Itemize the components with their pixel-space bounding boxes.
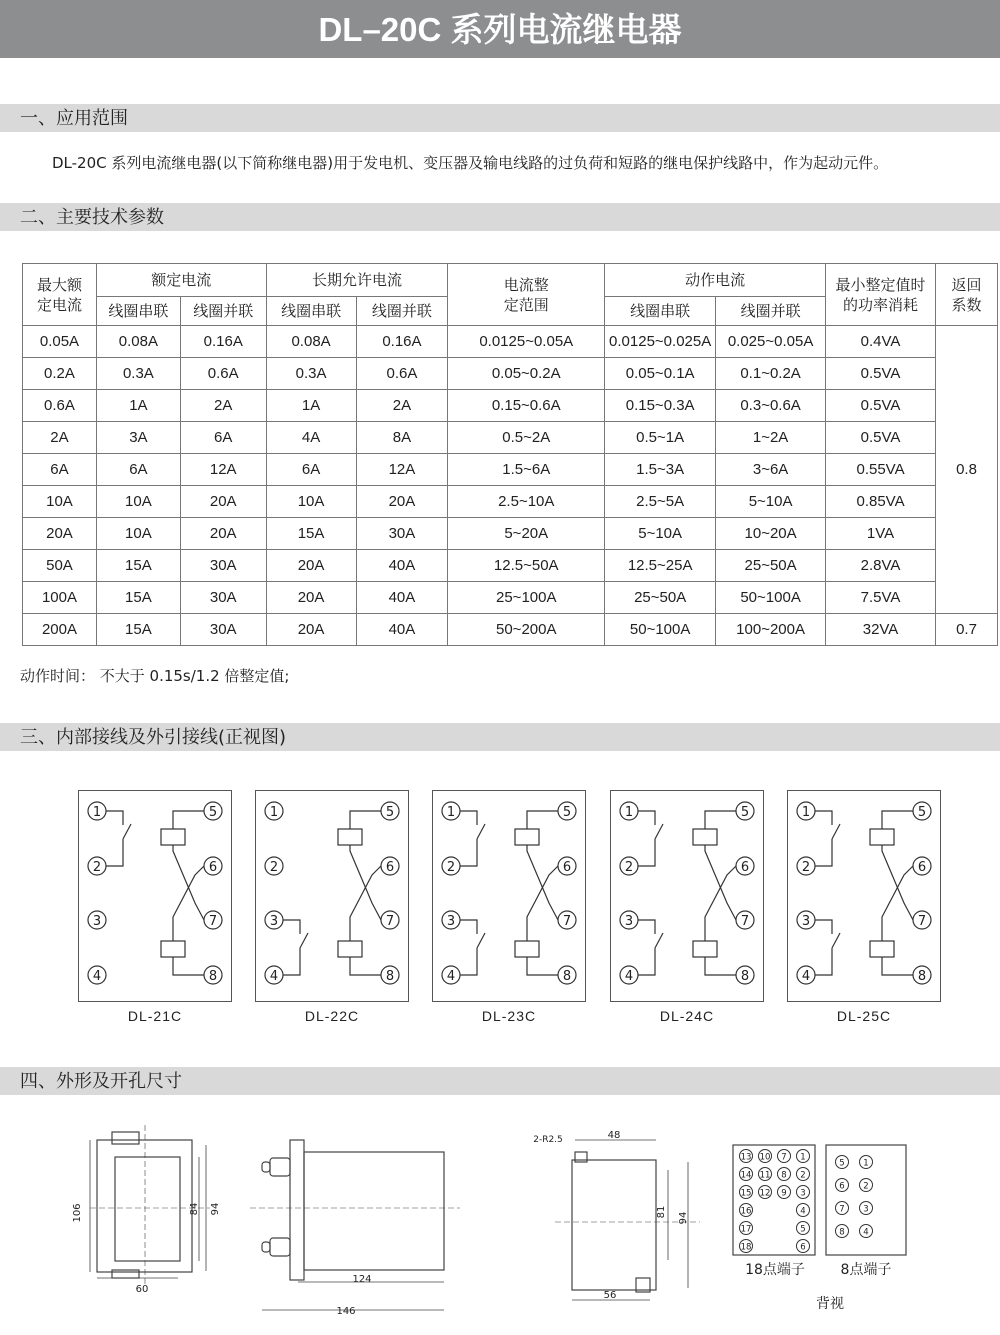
- th-nominal: 额定电流: [96, 264, 266, 297]
- return-coefficient-cell: 0.8: [936, 326, 998, 614]
- table-cell: 0.15~0.3A: [605, 390, 716, 422]
- table-cell: 0.08A: [266, 326, 356, 358]
- th-series: 线圈串联: [266, 297, 356, 326]
- terminal-number: 13: [740, 1152, 752, 1163]
- diagram-label: DL-22C: [304, 1008, 360, 1024]
- terminal-number: 5: [800, 1224, 806, 1235]
- table-cell: 30A: [180, 582, 266, 614]
- table-cell: 6A: [23, 454, 97, 486]
- table-cell: 0.5~2A: [448, 422, 605, 454]
- diagram-label: DL-23C: [481, 1008, 537, 1024]
- table-cell: 15A: [96, 550, 180, 582]
- terminal-number: 2: [446, 860, 456, 875]
- th-parallel: 线圈并联: [356, 297, 448, 326]
- table-cell: 7.5VA: [826, 582, 936, 614]
- table-cell: 50~100A: [605, 614, 716, 646]
- table-cell: 30A: [180, 614, 266, 646]
- dim-56: 56: [603, 1290, 617, 1301]
- terminal-number: 8: [839, 1227, 845, 1238]
- table-cell: 0.3A: [266, 358, 356, 390]
- table-row: [23, 454, 998, 486]
- terminal-number: 3: [800, 1188, 806, 1199]
- table-cell: 0.08A: [96, 326, 180, 358]
- table-cell: 1VA: [826, 518, 936, 550]
- wiring-diagram-dl-23c: [432, 790, 586, 1002]
- terminal-number: 3: [269, 914, 279, 929]
- th-series: 线圈串联: [605, 297, 716, 326]
- table-cell: 32VA: [826, 614, 936, 646]
- table-cell: 0.16A: [356, 326, 448, 358]
- terminal-number: 6: [839, 1181, 845, 1192]
- th-power: 最小整定值时的功率消耗: [826, 264, 936, 326]
- terminal-number: 1: [863, 1158, 869, 1169]
- dim-60: 60: [135, 1284, 149, 1295]
- terminal-number: 8: [208, 969, 218, 984]
- table-cell: 6A: [266, 454, 356, 486]
- terminal-number: 4: [624, 969, 634, 984]
- table-cell: 20A: [356, 486, 448, 518]
- terminal-number: 3: [446, 914, 456, 929]
- dim-81: 81: [656, 1205, 667, 1219]
- table-row: [23, 422, 998, 454]
- back-view-label: 背视: [816, 1296, 844, 1312]
- terminal-number: 10: [759, 1152, 771, 1163]
- page-title: DL–20C 系列电流继电器: [0, 0, 1000, 58]
- terminal-number: 12: [759, 1188, 771, 1199]
- outline-dimension-drawing: [0, 1100, 1000, 1335]
- table-cell: 25~100A: [448, 582, 605, 614]
- table-cell: 12.5~25A: [605, 550, 716, 582]
- table-cell: 0.5VA: [826, 422, 936, 454]
- terminal-number: 11: [759, 1170, 771, 1181]
- terminal-number: 3: [863, 1204, 869, 1215]
- table-cell: 100~200A: [716, 614, 826, 646]
- table-cell: 25~50A: [716, 550, 826, 582]
- section-header-specs: 二、主要技术参数: [0, 203, 1000, 231]
- diagram-label: DL-21C: [127, 1008, 183, 1024]
- table-cell: 15A: [266, 518, 356, 550]
- th-range: 电流整定范围: [448, 264, 605, 326]
- terminal-number: 6: [385, 860, 395, 875]
- table-row: [23, 358, 998, 390]
- table-cell: 0.85VA: [826, 486, 936, 518]
- table-cell: 12A: [180, 454, 266, 486]
- wiring-diagram-dl-25c: [787, 790, 941, 1002]
- table-cell: 5~10A: [716, 486, 826, 518]
- table-cell: 20A: [180, 518, 266, 550]
- dim-106: 106: [72, 1203, 83, 1223]
- table-cell: 12A: [356, 454, 448, 486]
- table-cell: 0.6A: [180, 358, 266, 390]
- terminal-18-label: 18点端子: [745, 1262, 805, 1278]
- section-header-dimensions: 四、外形及开孔尺寸: [0, 1067, 1000, 1095]
- terminal-8-label: 8点端子: [840, 1262, 892, 1278]
- table-cell: 25~50A: [605, 582, 716, 614]
- terminal-number: 4: [800, 1206, 806, 1217]
- intro-paragraph: DL-20C 系列电流继电器(以下简称继电器)用于发电机、变压器及输电线路的过负荷和短路的继电保护线路中，作为起动元件。: [52, 154, 889, 172]
- table-cell: 10~20A: [716, 518, 826, 550]
- table-cell: 1.5~3A: [605, 454, 716, 486]
- terminal-number: 4: [863, 1227, 869, 1238]
- terminal-number: 8: [562, 969, 572, 984]
- table-cell: 0.05A: [23, 326, 97, 358]
- table-cell: 50A: [23, 550, 97, 582]
- table-cell: 0.6A: [356, 358, 448, 390]
- wiring-diagram-dl-24c: [610, 790, 764, 1002]
- terminal-number: 7: [385, 914, 395, 929]
- table-row: [23, 390, 998, 422]
- table-cell: 0.025~0.05A: [716, 326, 826, 358]
- diagram-label: DL-24C: [659, 1008, 715, 1024]
- table-cell: 40A: [356, 582, 448, 614]
- terminal-number: 1: [269, 805, 279, 820]
- terminal-number: 7: [781, 1152, 787, 1163]
- terminal-number: 1: [800, 1152, 806, 1163]
- table-cell: 50~200A: [448, 614, 605, 646]
- table-cell: 2.8VA: [826, 550, 936, 582]
- section-header-application: 一、应用范围: [0, 104, 1000, 132]
- table-cell: 12.5~50A: [448, 550, 605, 582]
- terminal-number: 6: [800, 1242, 806, 1253]
- table-cell: 15A: [96, 582, 180, 614]
- table-cell: 0.5VA: [826, 390, 936, 422]
- terminal-number: 7: [562, 914, 572, 929]
- wiring-diagram-dl-21c: [78, 790, 232, 1002]
- terminal-number: 5: [208, 805, 218, 820]
- terminal-number: 7: [740, 914, 750, 929]
- terminal-number: 6: [740, 860, 750, 875]
- table-cell: 0.2A: [23, 358, 97, 390]
- wiring-schematic: [79, 791, 233, 1003]
- th-rated-max: 最大额定电流: [23, 264, 97, 326]
- table-cell: 0.05~0.2A: [448, 358, 605, 390]
- terminal-number: 4: [92, 969, 102, 984]
- terminal-number: 14: [740, 1170, 752, 1181]
- terminal-number: 4: [801, 969, 811, 984]
- table-cell: 3A: [96, 422, 180, 454]
- terminal-number: 3: [624, 914, 634, 929]
- terminal-number: 1: [801, 805, 811, 820]
- table-row: [23, 614, 998, 646]
- terminal-number: 5: [839, 1158, 845, 1169]
- terminal-number: 4: [269, 969, 279, 984]
- terminal-number: 6: [562, 860, 572, 875]
- table-cell: 0.6A: [23, 390, 97, 422]
- table-cell: 30A: [356, 518, 448, 550]
- terminal-number: 1: [624, 805, 634, 820]
- wiring-schematic: [788, 791, 942, 1003]
- terminal-number: 8: [781, 1170, 787, 1181]
- terminal-number: 18: [740, 1242, 752, 1253]
- table-cell: 1A: [266, 390, 356, 422]
- table-cell: 0.3A: [96, 358, 180, 390]
- terminal-number: 2: [92, 860, 102, 875]
- table-cell: 40A: [356, 614, 448, 646]
- table-cell: 20A: [266, 614, 356, 646]
- table-cell: 5~10A: [605, 518, 716, 550]
- table-cell: 20A: [266, 582, 356, 614]
- dim-94: 94: [210, 1202, 221, 1216]
- spec-table: [22, 263, 998, 646]
- dim-94b: 94: [678, 1211, 689, 1225]
- table-cell: 6A: [96, 454, 180, 486]
- table-row: [23, 550, 998, 582]
- table-cell: 2.5~5A: [605, 486, 716, 518]
- table-cell: 20A: [266, 550, 356, 582]
- wiring-diagram-dl-22c: [255, 790, 409, 1002]
- th-series: 线圈串联: [96, 297, 180, 326]
- table-row: [23, 486, 998, 518]
- terminal-block-8: [836, 1156, 873, 1238]
- table-cell: 30A: [180, 550, 266, 582]
- terminal-number: 16: [740, 1206, 752, 1217]
- table-cell: 5~20A: [448, 518, 605, 550]
- dim-r25: 2-R2.5: [533, 1135, 563, 1145]
- wiring-schematic: [433, 791, 587, 1003]
- table-cell: 0.4VA: [826, 326, 936, 358]
- th-action: 动作电流: [605, 264, 826, 297]
- table-cell: 2A: [180, 390, 266, 422]
- terminal-number: 5: [385, 805, 395, 820]
- terminal-number: 7: [208, 914, 218, 929]
- wiring-schematic: [256, 791, 410, 1003]
- terminal-number: 6: [208, 860, 218, 875]
- terminal-number: 8: [917, 969, 927, 984]
- table-cell: 1.5~6A: [448, 454, 605, 486]
- table-cell: 1~2A: [716, 422, 826, 454]
- table-cell: 0.55VA: [826, 454, 936, 486]
- terminal-number: 2: [800, 1170, 806, 1181]
- table-cell: 4A: [266, 422, 356, 454]
- terminal-number: 4: [446, 969, 456, 984]
- terminal-number: 7: [839, 1204, 845, 1215]
- table-cell: 0.5~1A: [605, 422, 716, 454]
- terminal-number: 5: [740, 805, 750, 820]
- terminal-number: 3: [801, 914, 811, 929]
- terminal-number: 5: [917, 805, 927, 820]
- terminal-number: 7: [917, 914, 927, 929]
- table-cell: 1A: [96, 390, 180, 422]
- table-cell: 0.15~0.6A: [448, 390, 605, 422]
- diagram-label: DL-25C: [836, 1008, 892, 1024]
- table-cell: 0.1~0.2A: [716, 358, 826, 390]
- terminal-block-18: [740, 1150, 810, 1253]
- table-cell: 0.5VA: [826, 358, 936, 390]
- th-return: 返回系数: [936, 264, 998, 326]
- table-cell: 200A: [23, 614, 97, 646]
- terminal-number: 8: [385, 969, 395, 984]
- table-cell: 10A: [23, 486, 97, 518]
- th-parallel: 线圈并联: [716, 297, 826, 326]
- terminal-number: 2: [801, 860, 811, 875]
- terminal-number: 3: [92, 914, 102, 929]
- table-cell: 10A: [96, 486, 180, 518]
- table-cell: 10A: [266, 486, 356, 518]
- dim-124: 124: [352, 1274, 372, 1285]
- th-longterm: 长期允许电流: [266, 264, 448, 297]
- terminal-number: 17: [740, 1224, 752, 1235]
- table-cell: 100A: [23, 582, 97, 614]
- terminal-number: 5: [562, 805, 572, 820]
- table-cell: 0.3~0.6A: [716, 390, 826, 422]
- table-row: [23, 326, 998, 358]
- th-parallel: 线圈并联: [180, 297, 266, 326]
- table-cell: 0.16A: [180, 326, 266, 358]
- dim-84: 84: [189, 1202, 200, 1216]
- table-cell: 40A: [356, 550, 448, 582]
- table-cell: 10A: [96, 518, 180, 550]
- table-cell: 0.05~0.1A: [605, 358, 716, 390]
- wiring-schematic: [611, 791, 765, 1003]
- section-header-wiring: 三、内部接线及外引接线(正视图): [0, 723, 1000, 751]
- table-cell: 50~100A: [716, 582, 826, 614]
- table-cell: 6A: [180, 422, 266, 454]
- terminal-number: 1: [446, 805, 456, 820]
- table-cell: 20A: [23, 518, 97, 550]
- table-cell: 20A: [180, 486, 266, 518]
- table-row: [23, 518, 998, 550]
- table-cell: 0.0125~0.05A: [448, 326, 605, 358]
- action-time-note: 动作时间： 不大于 0.15s/1.2 倍整定值;: [20, 667, 290, 685]
- table-cell: 2A: [23, 422, 97, 454]
- table-cell: 2.5~10A: [448, 486, 605, 518]
- table-cell: 8A: [356, 422, 448, 454]
- terminal-number: 1: [92, 805, 102, 820]
- dim-146: 146: [336, 1306, 356, 1317]
- table-cell: 15A: [96, 614, 180, 646]
- terminal-number: 15: [740, 1188, 752, 1199]
- terminal-number: 9: [781, 1188, 787, 1199]
- table-cell: 2A: [356, 390, 448, 422]
- dim-48: 48: [607, 1130, 621, 1141]
- table-cell: 0.0125~0.025A: [605, 326, 716, 358]
- terminal-number: 2: [624, 860, 634, 875]
- table-row: [23, 582, 998, 614]
- return-coefficient-cell: 0.7: [936, 614, 998, 646]
- terminal-number: 8: [740, 969, 750, 984]
- terminal-number: 2: [269, 860, 279, 875]
- table-cell: 3~6A: [716, 454, 826, 486]
- terminal-number: 6: [917, 860, 927, 875]
- terminal-number: 2: [863, 1181, 869, 1192]
